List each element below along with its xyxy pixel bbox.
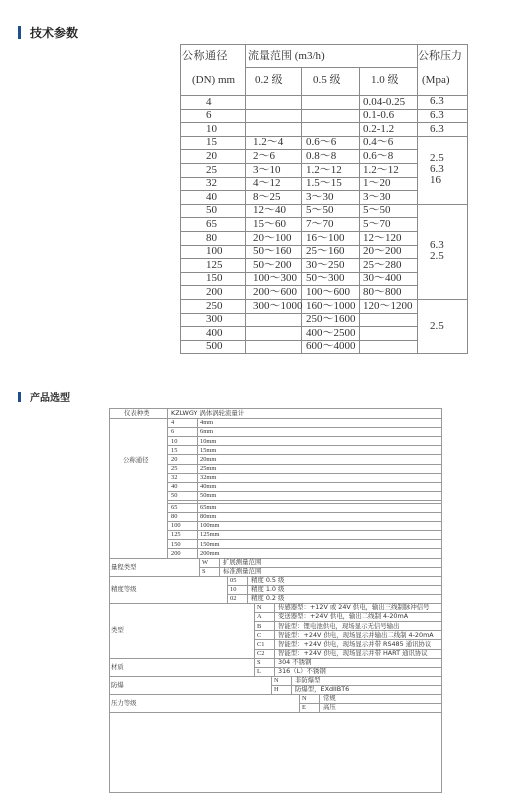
- dn-code: 6: [171, 428, 175, 435]
- dn-desc: 65mm: [200, 504, 217, 511]
- cell-dn: 25: [206, 164, 217, 176]
- dn-desc: 40mm: [200, 483, 217, 490]
- accuracy-code: 10: [230, 586, 237, 593]
- cell-grade-1-0: 1.2～12: [363, 164, 399, 176]
- table-border: [109, 408, 441, 409]
- header-divider: [245, 67, 417, 68]
- accuracy-code: 02: [230, 595, 237, 602]
- section-accent-bar: [18, 392, 21, 402]
- dn-desc: 125mm: [200, 531, 220, 538]
- cell-grade-0-2: 15～60: [253, 218, 286, 230]
- kind-code: B: [257, 623, 262, 630]
- block-divider: [227, 576, 228, 603]
- cell-dn: 4: [206, 96, 212, 108]
- range-type-code: W: [202, 559, 209, 566]
- section-header-product-selection: [18, 389, 70, 404]
- dn-desc: 6mm: [200, 428, 214, 435]
- cell-grade-0-2: 200～600: [253, 286, 297, 298]
- dn-code: 25: [171, 465, 178, 472]
- explosion-code: N: [274, 677, 279, 684]
- cell-dn: 6: [206, 109, 212, 121]
- table-border: [109, 792, 442, 793]
- label-range-type: 量程类型: [111, 563, 137, 571]
- dn-desc: 100mm: [200, 522, 220, 529]
- pressure-desc: 常规: [323, 694, 336, 702]
- label-accuracy: 精度等级: [111, 585, 137, 593]
- accuracy-code: 05: [230, 577, 237, 584]
- cell-grade-0-5: 0.6～6: [306, 136, 337, 148]
- cell-grade-0-5: 3～30: [306, 191, 334, 203]
- cell-grade-1-0: 80～800: [363, 286, 402, 298]
- cell-grade-0-5: 16～100: [306, 232, 345, 244]
- section-title: 产品选型: [30, 393, 70, 404]
- cell-dn: 50: [206, 204, 217, 216]
- cell-pressure: 6.3: [430, 123, 444, 135]
- row-divider: [167, 539, 441, 540]
- dn-desc: 32mm: [200, 474, 217, 481]
- section-divider: [109, 558, 441, 559]
- dn-code: 4: [171, 419, 175, 426]
- cell-pressure: 6.3: [430, 109, 444, 121]
- section-divider: [109, 658, 441, 659]
- cell-grade-0-5: 100～600: [306, 286, 350, 298]
- cell-grade-0-5: 50～300: [306, 272, 345, 284]
- cell-grade-0-2: 20～100: [253, 232, 292, 244]
- explosion-code: H: [274, 686, 279, 693]
- column-divider: [417, 44, 418, 353]
- dn-desc: 50mm: [200, 492, 217, 499]
- cell-dn: 100: [206, 245, 223, 257]
- cell-grade-0-2: 4～12: [253, 177, 281, 189]
- row-divider: [167, 454, 441, 455]
- dn-desc: 80mm: [200, 513, 217, 520]
- section-divider: [109, 694, 441, 695]
- cell-grade-1-0: 0.1-0.6: [363, 109, 395, 121]
- label-pressure: 压力等级: [111, 699, 137, 707]
- dn-desc: 150mm: [200, 541, 220, 548]
- header-grade-0-2: 0.2 级: [255, 74, 283, 86]
- cell-grade-0-2: 2～6: [253, 150, 275, 162]
- cell-pressure: 6.3: [430, 239, 444, 251]
- accuracy-desc: 精度 0.2 级: [251, 594, 285, 602]
- cell-grade-1-0: 120～1200: [363, 300, 413, 312]
- cell-grade-0-2: 300～1000: [253, 300, 303, 312]
- cell-dn: 15: [206, 136, 217, 148]
- cell-grade-1-0: 3～30: [363, 191, 391, 203]
- dn-code: 200: [171, 550, 181, 557]
- row-divider: [167, 548, 441, 549]
- header-divider: [180, 95, 467, 96]
- cell-pressure: 6.3: [430, 163, 444, 175]
- cell-dn: 32: [206, 177, 217, 189]
- cell-grade-0-5: 30～250: [306, 259, 345, 271]
- dn-code: 80: [171, 513, 178, 520]
- dn-code: 100: [171, 522, 181, 529]
- cell-pressure: 2.5: [430, 152, 444, 164]
- dn-desc: 15mm: [200, 447, 217, 454]
- kind-code: C2: [257, 650, 265, 657]
- dn-code: 65: [171, 504, 178, 511]
- product-selection-table: [109, 408, 441, 792]
- table-border: [441, 408, 442, 792]
- cell-dn: 200: [206, 286, 223, 298]
- dn-code: 50: [171, 492, 178, 499]
- cell-grade-1-0: 0.04-0.25: [363, 96, 406, 108]
- header-grade-0-5: 0.5 级: [313, 74, 341, 86]
- table-border: [467, 44, 468, 353]
- column-divider: [167, 408, 168, 418]
- label-nominal-diameter: 公称通径: [123, 456, 149, 464]
- cell-grade-1-0: 0.6～8: [363, 150, 394, 162]
- cell-pressure: 2.5: [430, 250, 444, 262]
- cell-grade-1-0: 0.2-1.2: [363, 123, 395, 135]
- cell-dn: 400: [206, 327, 223, 339]
- accuracy-desc: 精度 0.5 级: [251, 576, 285, 584]
- material-code: L: [257, 668, 261, 675]
- kind-desc: 变送器型：+24V 供电，输出二线制 4-20mA: [278, 612, 409, 620]
- dn-code: 150: [171, 541, 181, 548]
- product-name: KZLWGY 涡体涡轮流量计: [171, 409, 245, 417]
- range-type-desc: 标准测量范围: [223, 567, 262, 575]
- material-desc: 316（L）不锈钢: [278, 667, 326, 675]
- kind-code: A: [257, 613, 262, 620]
- label-material: 材质: [111, 663, 124, 671]
- cell-grade-1-0: 1～20: [363, 177, 391, 189]
- cell-grade-0-2: 100～300: [253, 272, 297, 284]
- cell-grade-1-0: 25～280: [363, 259, 402, 271]
- cell-grade-0-5: 25～160: [306, 245, 345, 257]
- kind-desc: 智能型：+24V 供电，现场显示并输出二线制 4-20mA: [278, 631, 434, 639]
- table-border: [109, 408, 110, 792]
- cell-dn: 250: [206, 300, 223, 312]
- table-border: [180, 44, 467, 45]
- table-border: [180, 44, 181, 353]
- cell-grade-0-5: 160～1000: [306, 300, 356, 312]
- block-divider: [167, 418, 168, 558]
- cell-dn: 125: [206, 259, 223, 271]
- dn-code: 32: [171, 474, 178, 481]
- material-code: S: [257, 659, 261, 666]
- cell-grade-1-0: 20～200: [363, 245, 402, 257]
- cell-dn: 20: [206, 150, 217, 162]
- cell-dn: 500: [206, 340, 223, 352]
- cell-grade-1-0: 0.4～6: [363, 136, 394, 148]
- cell-grade-0-5: 5～50: [306, 204, 334, 216]
- pressure-group-divider: [417, 204, 467, 205]
- cell-pressure: 6.3: [430, 95, 444, 107]
- row-divider: [167, 445, 441, 446]
- header-grade-1-0: 1.0 级: [371, 74, 399, 86]
- cell-dn: 10: [206, 123, 217, 135]
- header-unit-dn: (DN) mm: [192, 74, 236, 86]
- accuracy-desc: 精度 1.0 级: [251, 585, 285, 593]
- cell-grade-0-5: 1.5～15: [306, 177, 342, 189]
- explosion-desc: 防爆型，EXdIIBT6: [295, 685, 350, 693]
- cell-grade-1-0: 12～120: [363, 232, 402, 244]
- dn-code: 40: [171, 483, 178, 490]
- cell-dn: 65: [206, 218, 217, 230]
- table-border: [180, 353, 468, 354]
- row-divider: [109, 418, 441, 419]
- cell-pressure: 2.5: [430, 320, 444, 332]
- kind-desc: 传感器型：+12V 或 24V 供电，输出三线制脉冲信号: [278, 603, 430, 611]
- cell-grade-0-5: 0.8～8: [306, 150, 337, 162]
- cell-grade-0-5: 600～4000: [306, 340, 356, 352]
- range-type-desc: 扩展测量范围: [223, 558, 262, 566]
- dn-code: 20: [171, 456, 178, 463]
- cell-grade-0-2: 50～160: [253, 245, 292, 257]
- dn-desc: 20mm: [200, 456, 217, 463]
- cell-dn: 150: [206, 272, 223, 284]
- cell-grade-0-2: 50～200: [253, 259, 292, 271]
- section-accent-bar: [18, 26, 21, 39]
- pressure-group-divider: [417, 299, 467, 300]
- block-divider: [247, 576, 248, 603]
- pressure-desc: 高压: [323, 703, 336, 711]
- dn-desc: 200mm: [200, 550, 220, 557]
- pressure-group-divider: [417, 136, 467, 137]
- cell-grade-1-0: 5～50: [363, 204, 391, 216]
- pressure-code: E: [302, 704, 306, 711]
- cell-dn: 80: [206, 232, 217, 244]
- dn-desc: 10mm: [200, 438, 217, 445]
- section-header-tech-params: [18, 24, 78, 41]
- block-divider: [197, 418, 198, 558]
- cell-grade-0-5: 1.2～12: [306, 164, 342, 176]
- header-unit-mpa: (Mpa): [422, 74, 450, 86]
- cell-grade-1-0: 30～400: [363, 272, 402, 284]
- tech-params-table: [180, 44, 467, 353]
- row-divider: [167, 500, 441, 501]
- kind-code: C: [257, 632, 262, 639]
- range-type-code: S: [202, 568, 206, 575]
- label-kind: 类型: [111, 626, 124, 634]
- row-divider: [299, 703, 441, 704]
- cell-grade-0-5: 400～2500: [306, 327, 356, 339]
- kind-code: C1: [257, 641, 265, 648]
- pressure-code: N: [302, 695, 307, 702]
- cell-grade-0-2: 1.2～4: [253, 136, 284, 148]
- cell-dn: 40: [206, 191, 217, 203]
- cell-dn: 300: [206, 313, 223, 325]
- dn-desc: 4mm: [200, 419, 214, 426]
- kind-code: N: [257, 604, 262, 611]
- section-title: 技术参数: [30, 26, 79, 40]
- explosion-desc: 非防爆型: [295, 676, 321, 684]
- column-divider: [245, 44, 246, 353]
- header-nominal-pressure: 公称压力: [418, 50, 462, 62]
- header-nominal-diameter: 公称通径: [182, 50, 228, 62]
- cell-grade-0-2: 8～25: [253, 191, 281, 203]
- label-instrument-type: 仪表种类: [124, 409, 150, 417]
- section-divider: [109, 712, 441, 713]
- material-desc: 304 不锈钢: [278, 658, 312, 666]
- dn-code: 15: [171, 447, 178, 454]
- kind-desc: 智能型：+24V 供电，现场显示并带 HART 通讯协议: [278, 649, 428, 657]
- dn-code: 125: [171, 531, 181, 538]
- cell-grade-0-2: 12～40: [253, 204, 286, 216]
- kind-desc: 智能型：+24V 供电，现场显示并带 RS485 通讯协议: [278, 640, 432, 648]
- cell-pressure: 16: [430, 174, 441, 186]
- dn-code: 10: [171, 438, 178, 445]
- row-divider: [167, 436, 441, 437]
- label-explosion: 防爆: [111, 681, 124, 689]
- cell-grade-1-0: 5～70: [363, 218, 391, 230]
- header-flow-range: 流量范围 (m3/h): [248, 50, 325, 62]
- kind-desc: 智能型：锂电池供电，现场显示无信号输出: [278, 622, 400, 630]
- cell-grade-0-5: 250～1600: [306, 313, 356, 325]
- dn-desc: 25mm: [200, 465, 217, 472]
- cell-grade-0-5: 7～70: [306, 218, 334, 230]
- cell-grade-0-2: 3～10: [253, 164, 281, 176]
